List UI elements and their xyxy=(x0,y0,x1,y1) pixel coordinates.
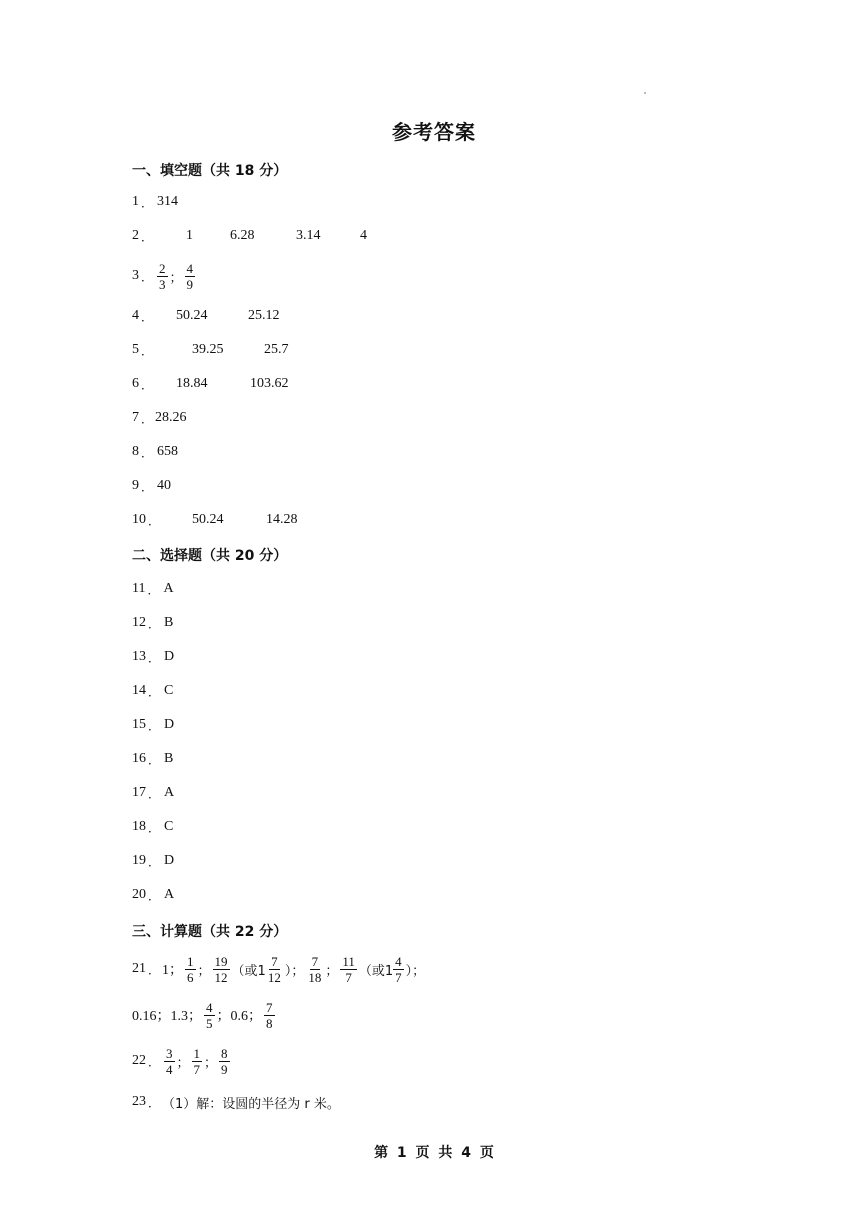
semicolon: ； xyxy=(176,1055,190,1071)
question-number: 10 xyxy=(132,512,146,527)
answer-value: D xyxy=(164,853,175,868)
denominator: 12 xyxy=(214,969,228,985)
numerator: 4 xyxy=(206,999,213,1015)
answer-23 xyxy=(132,1088,340,1116)
separator: ． xyxy=(148,786,161,801)
denominator: 8 xyxy=(266,1015,273,1031)
fraction xyxy=(204,1000,215,1031)
separator: ． xyxy=(141,445,154,460)
separator: ． xyxy=(148,1054,161,1069)
answer-text: 1； xyxy=(162,963,184,978)
answer-value: 28.26 xyxy=(155,410,187,425)
question-number: 12 xyxy=(132,615,146,630)
denominator: 7 xyxy=(193,1061,201,1077)
alternate-close: ）； xyxy=(405,963,426,979)
question-number: 3 xyxy=(132,268,139,283)
answer-10 xyxy=(132,506,298,534)
numerator: 11 xyxy=(342,953,355,969)
page-title: 参考答案 xyxy=(392,120,476,144)
question-number: 2 xyxy=(132,228,139,243)
answer-17 xyxy=(132,779,174,807)
answer-18 xyxy=(132,813,173,841)
denominator: 9 xyxy=(221,1061,228,1077)
question-number: 4 xyxy=(132,308,139,323)
semicolon: ； xyxy=(169,270,183,286)
answer-value: B xyxy=(164,751,174,766)
answer-value: 40 xyxy=(157,478,172,493)
numerator: 4 xyxy=(395,953,402,969)
fraction xyxy=(185,954,196,985)
question-number: 6 xyxy=(132,376,139,391)
answer-14 xyxy=(132,677,173,705)
separator: ． xyxy=(141,377,154,392)
answer-text: 0.16；1.3； xyxy=(132,1009,202,1024)
numerator: 1 xyxy=(193,1045,201,1061)
numerator: 2 xyxy=(159,260,166,276)
answer-20 xyxy=(132,881,174,909)
answer-13 xyxy=(132,643,174,671)
separator: ． xyxy=(141,269,154,284)
separator: ． xyxy=(148,684,161,699)
denominator: 3 xyxy=(159,276,166,292)
denominator: 6 xyxy=(187,969,194,985)
separator: ． xyxy=(148,650,161,665)
answer-value: 4 xyxy=(360,228,367,243)
separator: ． xyxy=(141,343,154,358)
answer-3 xyxy=(132,257,197,295)
numerator: 19 xyxy=(214,953,228,969)
question-number: 21 xyxy=(132,961,146,976)
answer-19 xyxy=(132,847,174,875)
separator: ． xyxy=(148,1095,161,1110)
question-number: 17 xyxy=(132,785,146,800)
answer-value: 39.25 xyxy=(192,342,224,357)
separator: ． xyxy=(141,229,154,244)
answer-5 xyxy=(132,336,289,364)
numerator: 7 xyxy=(266,999,273,1015)
answer-value: 1 xyxy=(186,228,193,243)
answer-text: ；0.6； xyxy=(216,1009,262,1024)
question-number: 7 xyxy=(132,410,139,425)
fraction xyxy=(393,954,404,985)
section-heading-multiple-choice: 二、选择题（共 20 分） xyxy=(132,548,288,564)
question-number: 11 xyxy=(132,581,146,596)
fraction xyxy=(306,954,323,985)
answer-2 xyxy=(132,222,367,250)
denominator: 5 xyxy=(206,1015,213,1031)
answer-value: 50.24 xyxy=(192,512,224,527)
separator: ． xyxy=(141,411,154,426)
question-number: 13 xyxy=(132,649,146,664)
question-number: 15 xyxy=(132,717,146,732)
separator: ． xyxy=(148,718,161,733)
answer-text: （1）解：设圆的半径为 r 米。 xyxy=(162,1096,340,1112)
question-number: 20 xyxy=(132,887,146,902)
semicolon: ； xyxy=(197,963,211,979)
fraction xyxy=(266,954,283,985)
semicolon: ； xyxy=(325,963,339,979)
numerator: 4 xyxy=(186,260,194,276)
separator: ． xyxy=(141,195,154,210)
numerator: 7 xyxy=(271,953,278,969)
answer-15 xyxy=(132,711,174,739)
alternate-open: （或1 xyxy=(231,963,266,979)
answer-value: 25.7 xyxy=(264,342,289,357)
fraction xyxy=(264,1000,275,1031)
separator: ． xyxy=(148,854,161,869)
denominator: 18 xyxy=(308,969,322,985)
separator: ． xyxy=(141,479,154,494)
denominator: 4 xyxy=(166,1061,173,1077)
numerator: 1 xyxy=(187,953,194,969)
answer-value: B xyxy=(164,615,174,630)
answer-21-line-1 xyxy=(132,949,425,989)
scan-speck xyxy=(644,92,646,94)
numerator: 7 xyxy=(311,953,319,969)
answer-value: 14.28 xyxy=(266,512,298,527)
separator: ． xyxy=(141,309,154,324)
answer-11 xyxy=(132,575,174,603)
answer-8 xyxy=(132,438,178,466)
alternate-close: ）； xyxy=(284,963,305,979)
answer-value: 50.24 xyxy=(176,308,208,323)
numerator: 3 xyxy=(166,1045,173,1061)
separator: ． xyxy=(148,888,161,903)
answer-value: C xyxy=(164,819,174,834)
numerator: 8 xyxy=(221,1045,228,1061)
fraction xyxy=(213,954,230,985)
question-number: 8 xyxy=(132,444,139,459)
fraction xyxy=(192,1046,203,1077)
separator: ． xyxy=(148,962,161,977)
question-number: 19 xyxy=(132,853,146,868)
answer-4 xyxy=(132,302,280,330)
denominator: 7 xyxy=(395,969,402,985)
answer-21-line-2 xyxy=(132,995,277,1035)
answer-6 xyxy=(132,370,289,398)
answer-value: D xyxy=(164,649,175,664)
separator: ． xyxy=(148,752,161,767)
answer-1 xyxy=(132,188,178,216)
question-number: 9 xyxy=(132,478,139,493)
question-number: 23 xyxy=(132,1094,146,1109)
fraction xyxy=(340,954,357,985)
answer-value: D xyxy=(164,717,175,732)
question-number: 18 xyxy=(132,819,146,834)
separator: ． xyxy=(148,513,161,528)
answer-value: 3.14 xyxy=(296,228,321,243)
question-number: 5 xyxy=(132,342,139,357)
separator: ． xyxy=(148,616,161,631)
question-number: 1 xyxy=(132,194,139,209)
page-footer: 第 1 页 共 4 页 xyxy=(374,1145,494,1161)
section-heading-calculation: 三、计算题（共 22 分） xyxy=(132,924,288,940)
question-number: 14 xyxy=(132,683,146,698)
fraction xyxy=(185,261,196,292)
denominator: 12 xyxy=(267,969,281,985)
fraction xyxy=(157,261,168,292)
answer-value: 18.84 xyxy=(176,376,208,391)
answer-value: 314 xyxy=(157,194,179,209)
alternate-open: （或1 xyxy=(358,963,394,979)
separator: ． xyxy=(147,582,160,597)
answer-value: C xyxy=(164,683,174,698)
fraction xyxy=(164,1046,175,1077)
answer-22 xyxy=(132,1041,232,1081)
answer-16 xyxy=(132,745,173,773)
answer-value: A xyxy=(164,785,175,800)
fraction xyxy=(219,1046,230,1077)
denominator: 7 xyxy=(345,969,352,985)
answer-value: 103.62 xyxy=(250,376,289,391)
answer-12 xyxy=(132,609,173,637)
section-heading-fill-blank: 一、填空题（共 18 分） xyxy=(132,163,288,179)
question-number: 22 xyxy=(132,1053,146,1068)
semicolon: ； xyxy=(204,1055,218,1071)
answer-value: A xyxy=(163,581,174,596)
answer-value: 25.12 xyxy=(248,308,280,323)
denominator: 9 xyxy=(186,276,194,292)
answer-9 xyxy=(132,472,171,500)
answer-value: 658 xyxy=(157,444,179,459)
separator: ． xyxy=(148,820,161,835)
answer-7 xyxy=(132,404,187,432)
answer-value: A xyxy=(164,887,175,902)
answer-value: 6.28 xyxy=(230,228,255,243)
question-number: 16 xyxy=(132,751,146,766)
